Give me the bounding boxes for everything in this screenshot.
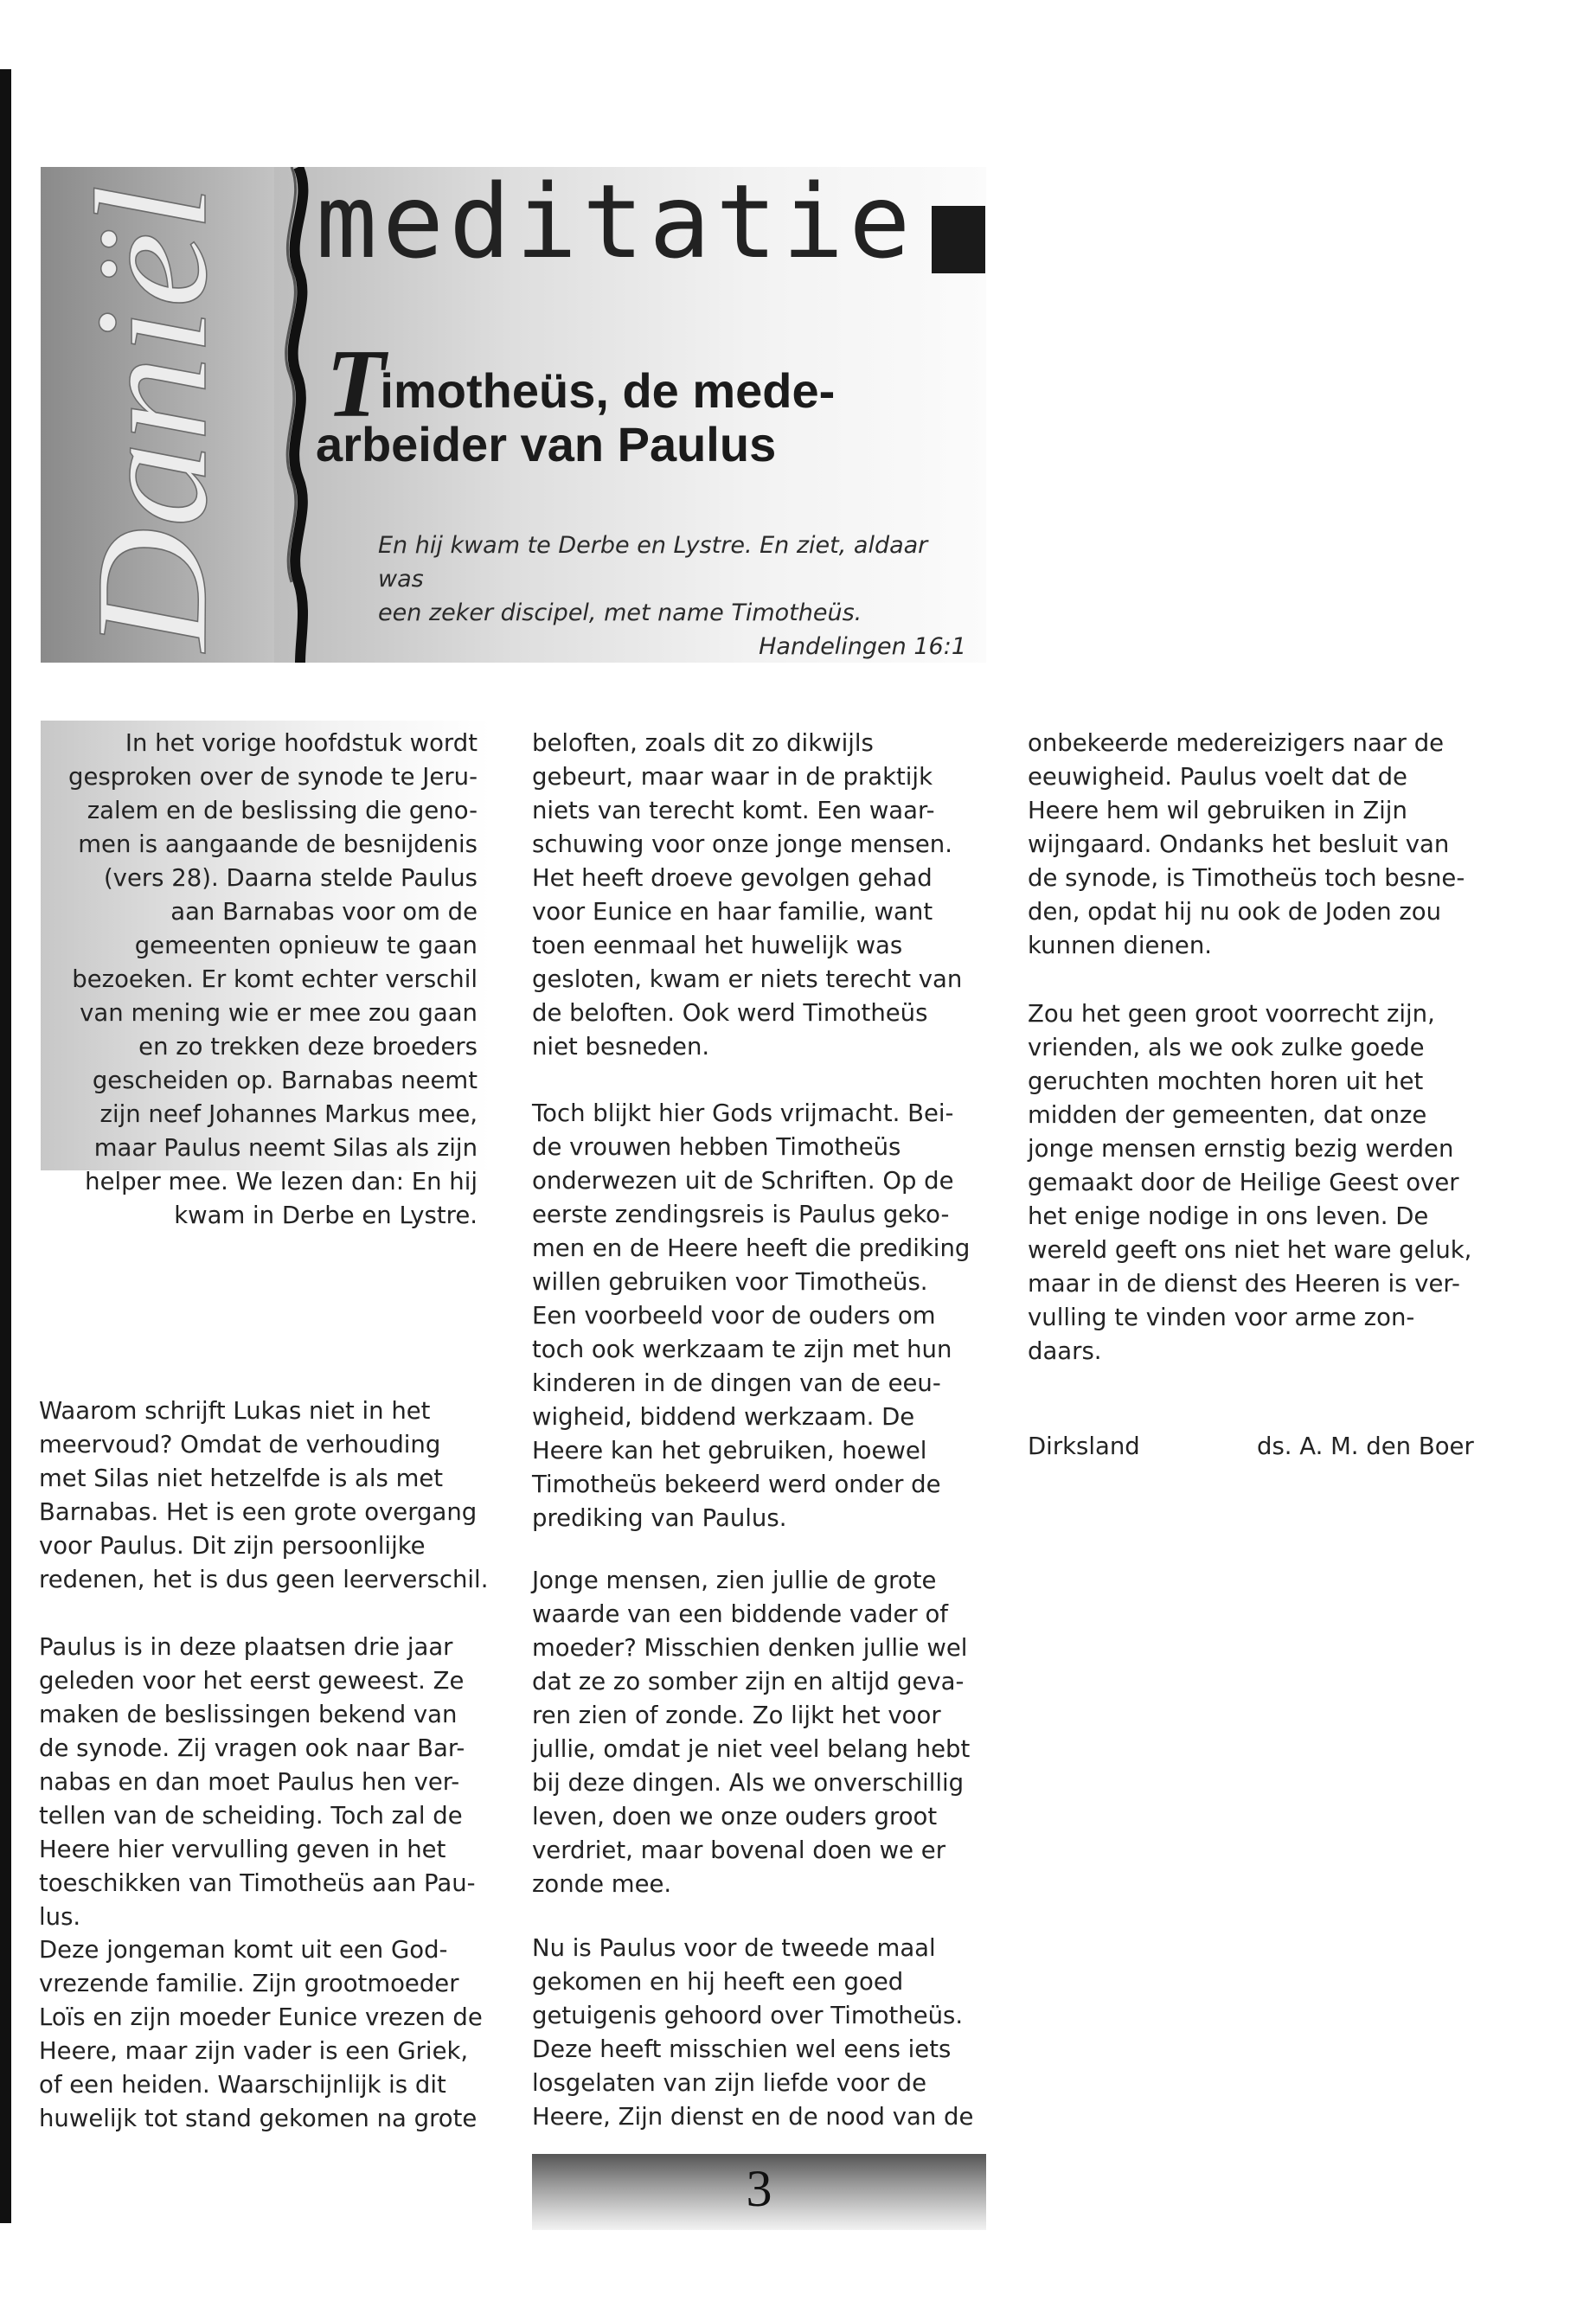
text-line: geleden voor het eerst geweest. Ze [39,1667,465,1695]
text-line: Het heeft droeve gevolgen gehad [532,864,933,892]
text-line: beloften, zoals dit zo dikwijls [532,729,874,757]
text-line: de synode, is Timotheüs toch besne- [1028,864,1465,892]
text-line: tellen van de scheiding. Toch zal de [39,1802,463,1830]
column2-paragraph-3 [532,1564,990,1901]
text-line: Zou het geen groot voorrecht zijn, [1028,1000,1435,1028]
text-line: leven, doen we onze ouders groot [532,1803,938,1830]
text-line: zonde mee. [532,1870,672,1898]
page-number-bar [532,2154,986,2230]
text-line: gesloten, kwam er niets terecht van [532,965,963,993]
text-line: daars. [1028,1337,1102,1365]
text-line: gescheiden op. Barnabas neemt [92,1067,478,1094]
text-line: Timotheüs bekeerd werd onder de [532,1471,941,1498]
text-line: wereld geeft ons niet het ware geluk, [1028,1236,1472,1264]
text-line: schuwing voor onze jonge mensen. [532,830,952,858]
intro-paragraph [52,727,478,1233]
text-line: met Silas niet hetzelfde is als met [39,1465,444,1492]
column1-paragraph-3 [39,1631,506,1934]
text-line: gemeenten opnieuw te gaan [134,932,478,959]
text-line: In het vorige hoofdstuk wordt [125,729,478,757]
text-line: de vrouwen hebben Timotheüs [532,1133,901,1161]
article-title-line2: arbeider van Paulus [316,417,777,471]
text-line: men is aangaande de besnijdenis [78,830,478,858]
text-line: Een voorbeeld voor de ouders om [532,1302,936,1330]
text-line: Barnabas. Het is een grote overgang [39,1498,478,1526]
page-number: 3 [746,2160,772,2217]
text-line: toeschikken van Timotheüs aan Pau- [39,1869,476,1897]
text-line: getuigenis gehoord over Timotheüs. [532,2002,964,2029]
text-line: maar Paulus neemt Silas als zijn [93,1134,478,1162]
text-line: Heere hier vervulling geven in het [39,1836,446,1863]
text-line: prediking van Paulus. [532,1504,787,1532]
text-line: bezoeken. Er komt echter verschil [72,965,478,993]
text-line: bij deze dingen. Als we onverschillig [532,1769,965,1797]
text-line: verdriet, maar bovenal doen we er [532,1836,946,1864]
text-line: den, opdat hij nu ook de Joden zou [1028,898,1442,926]
text-line: nabas en dan moet Paulus hen ver- [39,1768,460,1796]
title-drop-cap: T [326,330,386,438]
text-line: onbekeerde medereizigers naar de [1028,729,1445,757]
text-line: kinderen in de dingen van de eeu- [532,1369,941,1397]
text-line: redenen, het is dus geen leerverschil. [39,1566,489,1593]
text-line: van mening wie er mee zou gaan [80,999,478,1027]
text-line: helper mee. We lezen dan: En hij [85,1168,478,1195]
quote-reference: Handelingen 16:1 [759,633,966,660]
text-line: vrezende familie. Zijn grootmoeder [39,1970,459,1997]
text-line: of een heiden. Waarschijnlijk is dit [39,2071,446,2099]
quote-line-2: een zeker discipel, met name Timotheüs. [378,599,862,626]
text-line: jonge mensen ernstig bezig werden [1028,1135,1454,1163]
text-line: (vers 28). Daarna stelde Paulus [103,864,478,892]
text-line: ren zien of zonde. Zo lijkt het voor [532,1702,941,1729]
column1-paragraph-4 [39,1933,506,2136]
text-line: gebeurt, maar waar in de praktijk [532,763,933,791]
text-line: Deze heeft misschien wel eens iets [532,2035,952,2063]
text-line: maar in de dienst des Heeren is ver- [1028,1270,1460,1298]
masthead-title: meditatie [316,167,916,281]
column2-paragraph-4 [532,1932,990,2134]
text-line: toch ook werkzaam te zijn met hun [532,1336,952,1363]
page-edge-bar [0,69,11,2223]
signature-place: Dirksland [1028,1433,1140,1460]
text-line: gekomen en hij heeft een goed [532,1968,904,1996]
text-line: men en de Heere heeft die prediking [532,1234,971,1262]
text-line: midden der gemeenten, dat onze [1028,1101,1427,1129]
text-line: waarde van een biddende vader of [532,1600,948,1628]
column3-paragraph-2 [1028,997,1499,1368]
text-line: Nu is Paulus voor de tweede maal [532,1934,936,1962]
text-line: Heere, maar zijn vader is een Griek, [39,2037,469,2065]
text-line: aan Barnabas voor om de [170,898,478,926]
text-line: niets van terecht komt. Een waar- [532,797,935,824]
text-line: vulling te vinden voor arme zon- [1028,1304,1415,1331]
text-line: wigheid, biddend werkzaam. De [532,1403,915,1431]
text-line: geruchten mochten horen uit het [1028,1067,1424,1095]
text-line: gemaakt door de Heilige Geest over [1028,1169,1459,1196]
text-line: Paulus is in deze plaatsen drie jaar [39,1633,453,1661]
text-line: Heere, Zijn dienst en de nood van de [532,2103,974,2131]
column3-paragraph-1 [1028,727,1499,963]
text-line: voor Eunice en haar familie, want [532,898,933,926]
text-line: zijn neef Johannes Markus mee, [99,1100,478,1128]
text-line: zalem en de beslissing die geno- [87,797,478,824]
article-title-line1-text: imotheüs, de mede- [380,363,836,418]
text-line: Toch blijkt hier Gods vrijmacht. Bei- [532,1099,954,1127]
text-line: huwelijk tot stand gekomen na grote [39,2105,478,2132]
title-square-block [932,206,985,273]
text-line: onderwezen uit de Schriften. Op de [532,1167,954,1195]
column1-paragraph-2 [39,1394,506,1597]
daniel-logo-text: Daniël [63,215,240,651]
text-line: moeder? Misschien denken jullie wel [532,1634,968,1662]
text-line: meervoud? Omdat de verhouding [39,1431,441,1458]
text-line: kunnen dienen. [1028,932,1212,959]
text-line: Heere hem wil gebruiken in Zijn [1028,797,1407,824]
text-line: Jonge mensen, zien jullie de grote [532,1567,937,1594]
text-line: Loïs en zijn moeder Eunice vrezen de [39,2003,483,2031]
quote-line-1: En hij kwam te Derbe en Lystre. En ziet, aldaar was [378,532,928,593]
text-line: Waarom schrijft Lukas niet in het [39,1397,431,1425]
text-line: niet besneden. [532,1033,710,1061]
text-line: dat ze zo somber zijn en altijd geva- [532,1668,965,1695]
text-line: eeuwigheid. Paulus voelt dat de [1028,763,1407,791]
column2-paragraph-2 [532,1097,990,1535]
text-line: de synode. Zij vragen ook naar Bar- [39,1734,465,1762]
text-line: vrienden, als we ook zulke goede [1028,1034,1425,1061]
scripture-quote [378,529,966,663]
text-line: maken de beslissingen bekend van [39,1701,458,1728]
text-line: gesproken over de synode te Jeru- [67,763,478,791]
text-line: eerste zendingsreis is Paulus geko- [532,1201,950,1228]
text-line: toen eenmaal het huwelijk was [532,932,903,959]
text-line: kwam in Derbe en Lystre. [174,1202,478,1229]
daniel-logo [41,167,274,663]
text-line: en zo trekken deze broeders [138,1033,478,1061]
article-header [41,167,986,663]
text-line: jullie, omdat je niet veel belang hebt [532,1735,971,1763]
text-line: lus. [39,1903,81,1931]
text-line: Deze jongeman komt uit een God- [39,1936,448,1964]
text-line: wijngaard. Ondanks het besluit van [1028,830,1450,858]
text-line: losgelaten van zijn liefde voor de [532,2069,927,2097]
text-line: het enige nodige in ons leven. De [1028,1202,1429,1230]
text-line: Heere kan het gebruiken, hoewel [532,1437,927,1465]
signature-author: ds. A. M. den Boer [1257,1433,1474,1460]
text-line: de beloften. Ook werd Timotheüs [532,999,928,1027]
text-line: willen gebruiken voor Timotheüs. [532,1268,928,1296]
text-line: voor Paulus. Dit zijn persoonlijke [39,1532,426,1560]
column2-paragraph-1 [532,727,990,1064]
